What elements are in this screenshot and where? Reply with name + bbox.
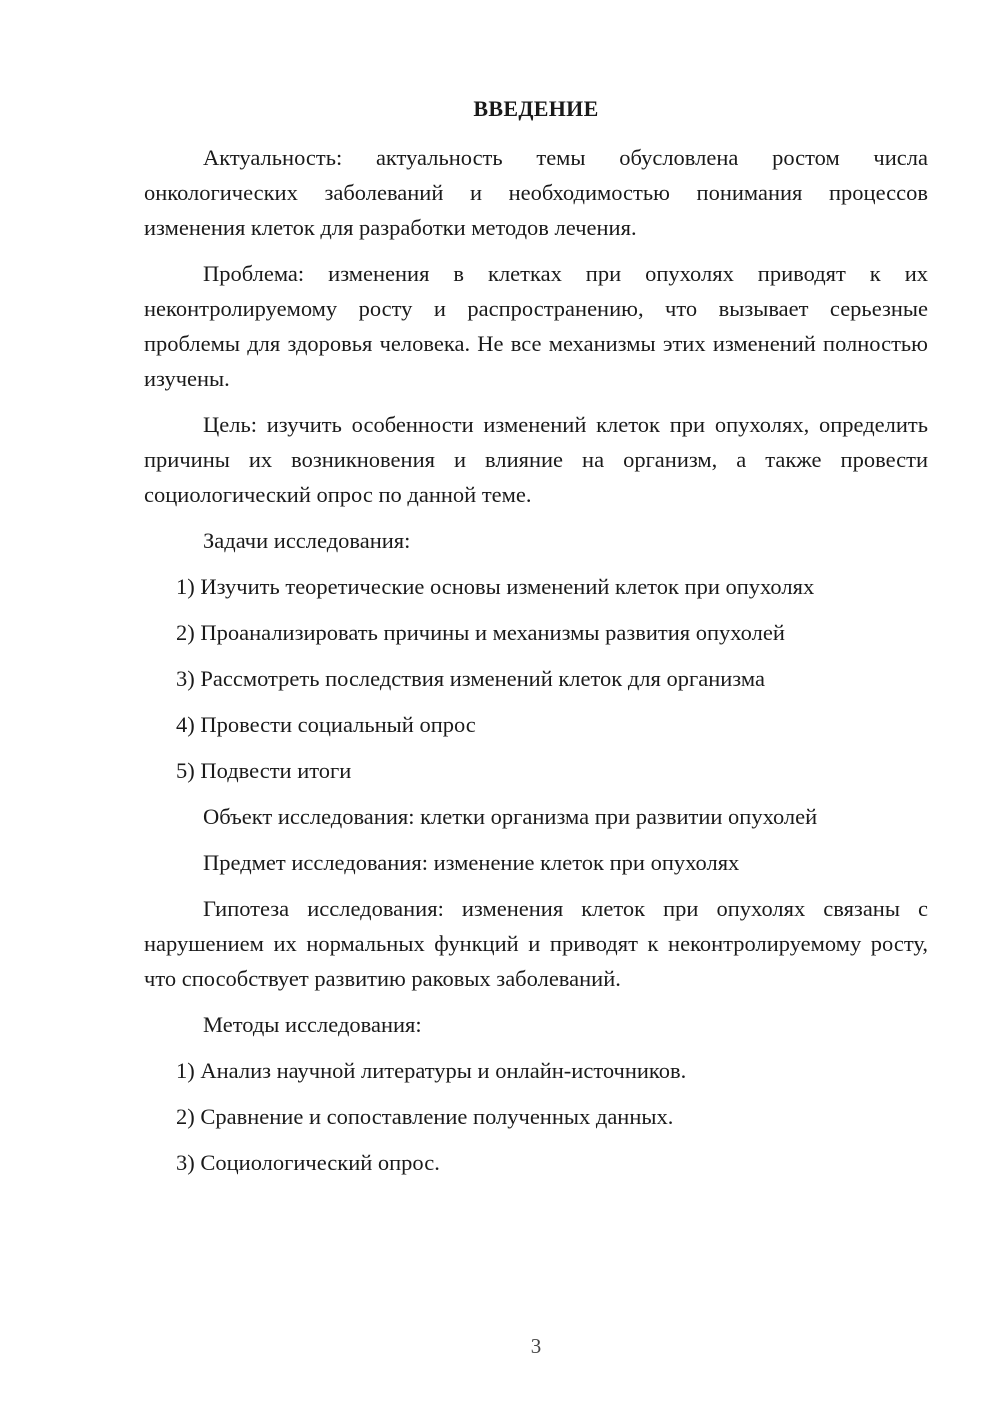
tasks-heading: Задачи исследования: (203, 528, 411, 553)
list-item: 5) Подвести итоги (176, 758, 352, 783)
goal-paragraph: Цель: изучить особенности изменений клеток при опухолях, определить причины их возникновения и влияние на организм, а также провести социологический опрос по данной теме. (144, 412, 928, 507)
page-title: ВВЕДЕНИЕ (473, 96, 599, 121)
hypothesis-paragraph: Гипотеза исследования: изменения клеток при опухолях связаны с нарушением их нормальных функций и приводят к неконтролируемому росту, что способствует развитию раковых заболеваний. (144, 896, 928, 991)
methods-heading: Методы исследования: (203, 1012, 422, 1037)
list-item: 1) Анализ научной литературы и онлайн-источников. (176, 1058, 687, 1083)
page-number: 3 (530, 1334, 542, 1358)
object-paragraph: Объект исследования: клетки организма при развитии опухолей (203, 804, 818, 829)
list-item: 2) Сравнение и сопоставление полученных данных. (176, 1104, 674, 1129)
list-item: 3) Рассмотреть последствия изменений клеток для организма (176, 666, 765, 691)
problem-paragraph: Проблема: изменения в клетках при опухолях приводят к их неконтролируемому росту и распространению, что вызывает серьезные проблемы для здоровья человека. Не все механизмы этих изменений полностью изучены. (144, 261, 928, 391)
subject-paragraph: Предмет исследования: изменение клеток при опухолях (203, 850, 740, 875)
list-item: 4) Провести социальный опрос (176, 712, 476, 737)
list-item: 1) Изучить теоретические основы изменений клеток при опухолях (176, 574, 815, 599)
methods-list (144, 1053, 928, 1180)
list-item: 3) Социологический опрос. (176, 1150, 440, 1175)
document-body (144, 140, 928, 1191)
tasks-list (144, 569, 928, 788)
relevance-paragraph: Актуальность: актуальность темы обусловлена ростом числа онкологических заболеваний и необходимостью понимания процессов изменения клеток для разработки методов лечения. (144, 145, 928, 240)
list-item: 2) Проанализировать причины и механизмы развития опухолей (176, 620, 785, 645)
